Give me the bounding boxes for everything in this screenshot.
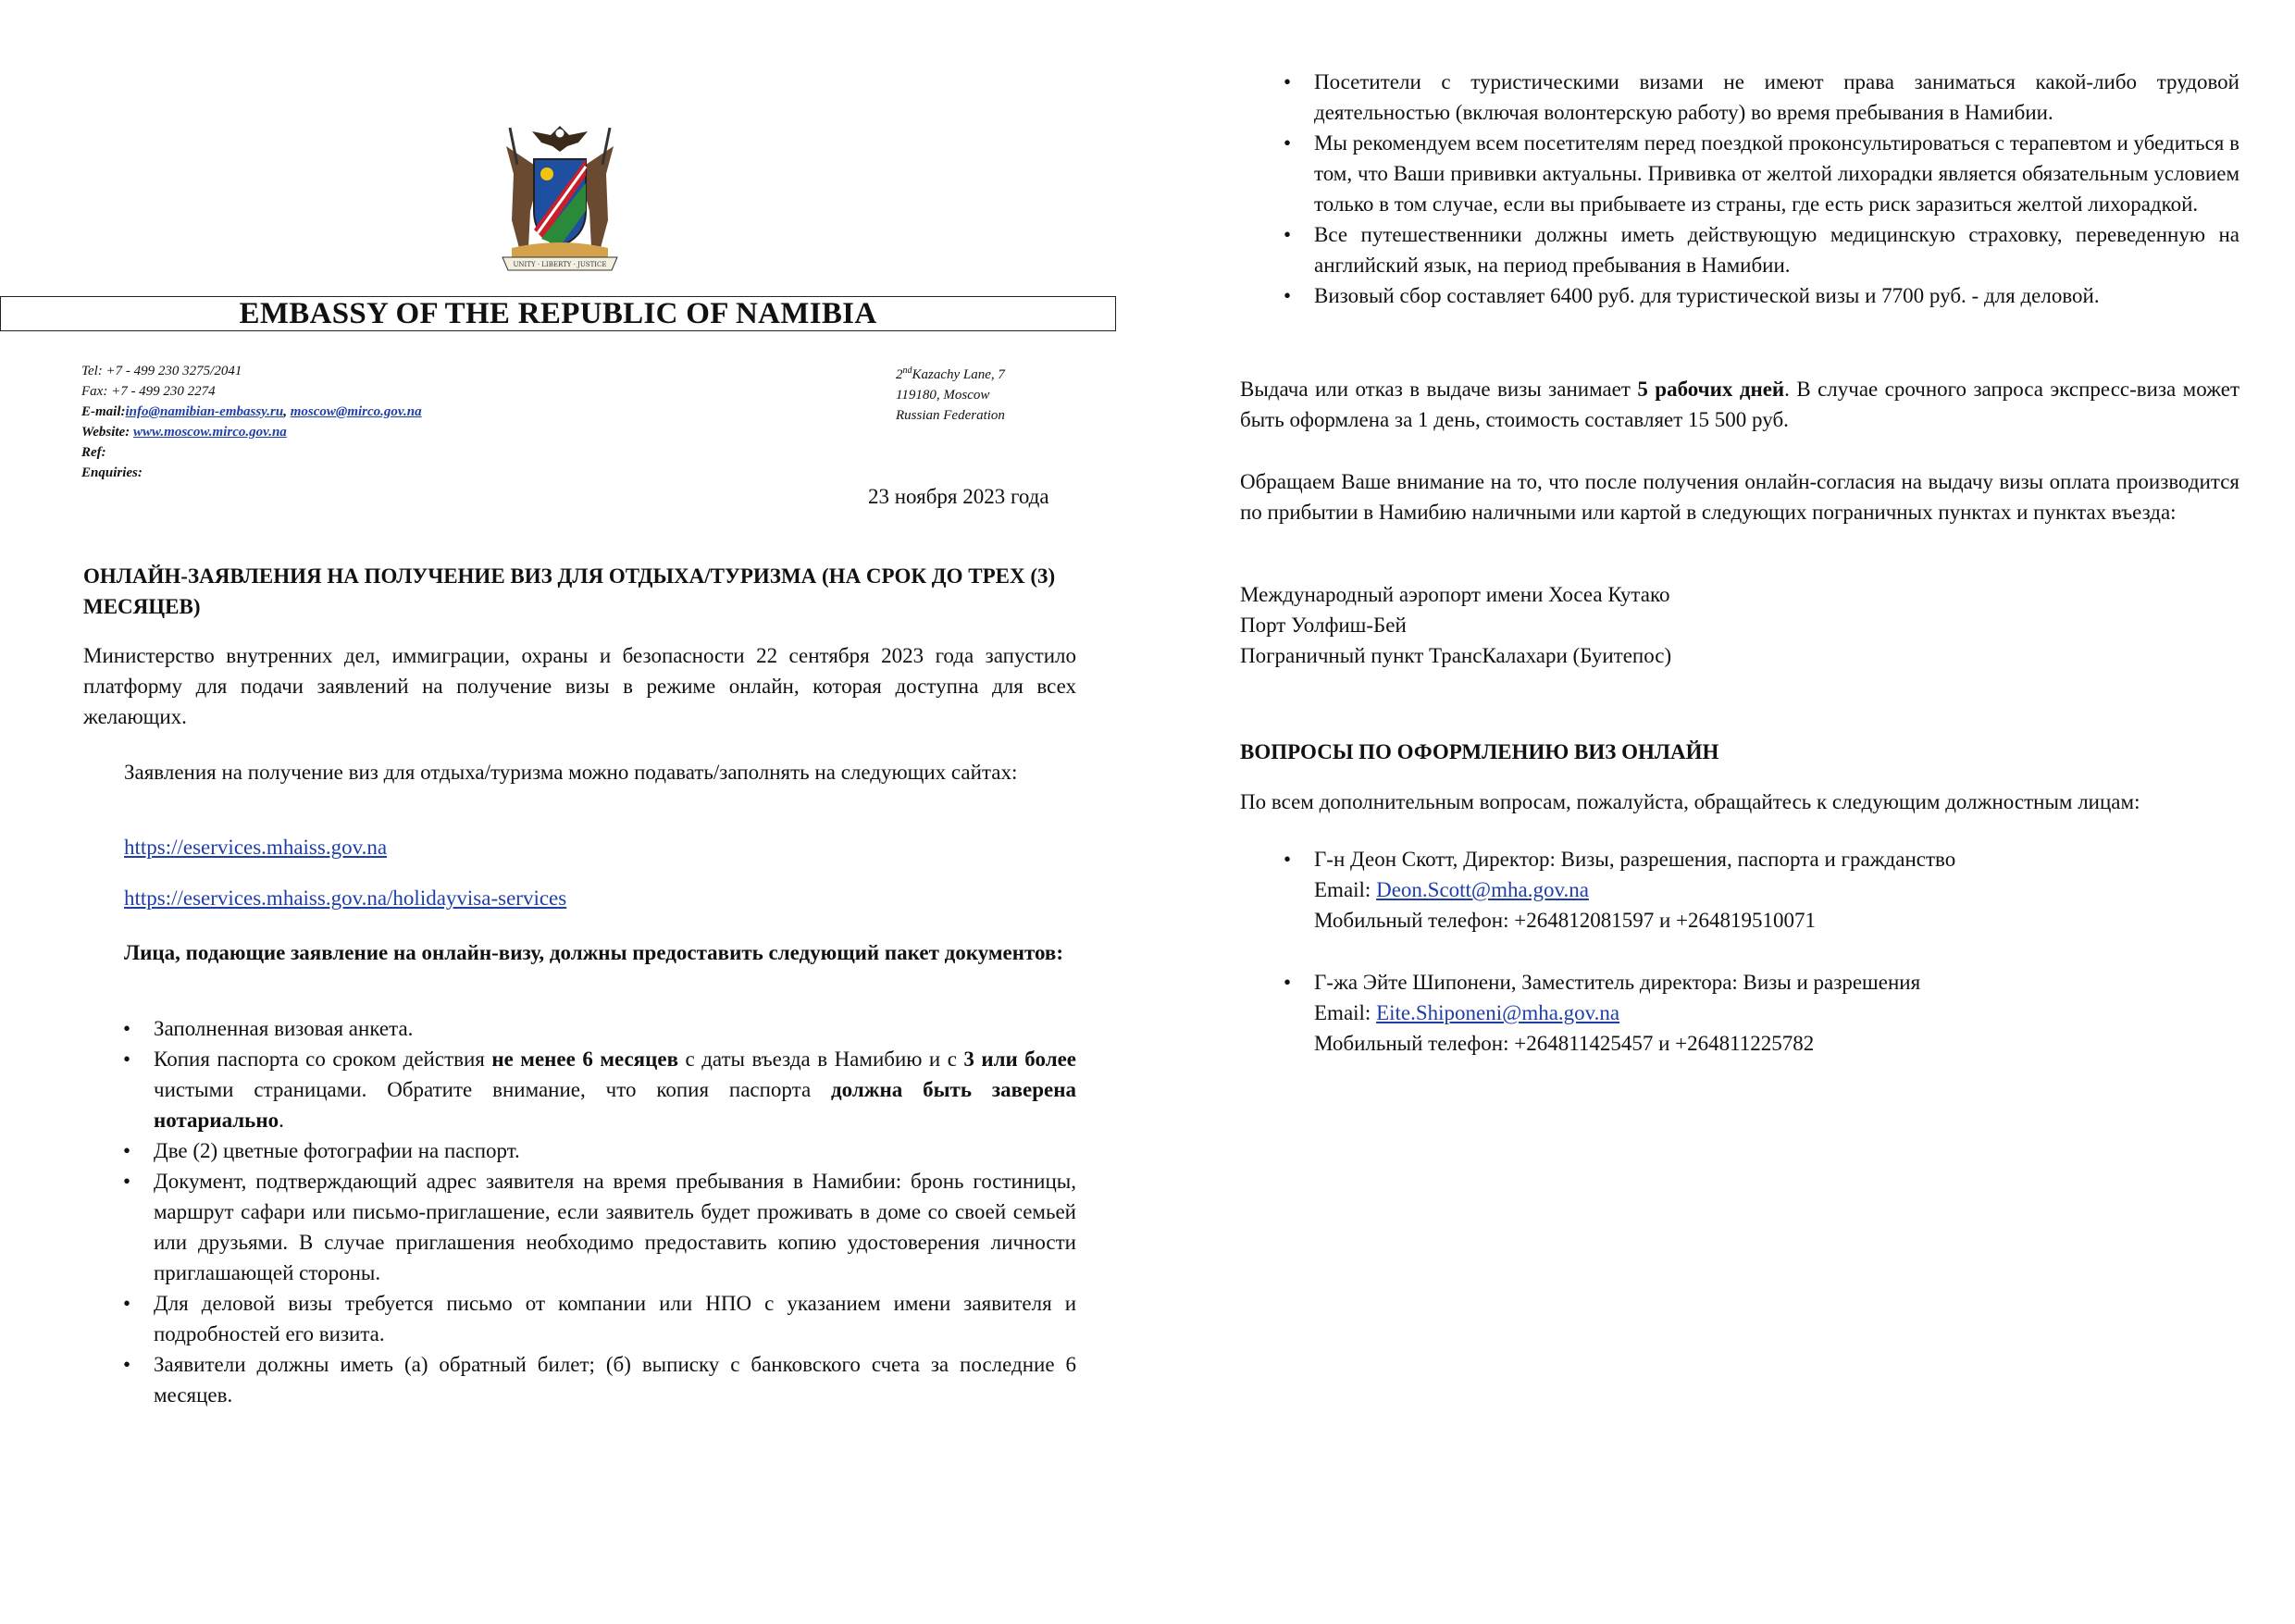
list-item (1284, 219, 2239, 280)
email-label: E-mail: (81, 404, 126, 419)
svg-text:UNITY · LIBERTY · JUSTICE: UNITY · LIBERTY · JUSTICE (513, 261, 607, 268)
address-street-line (896, 361, 1005, 385)
documents-heading: Лица, подающие заявление на онлайн-визу, должны предоставить следующий пакет документов: (124, 941, 1063, 964)
list-item-text: Мы рекомендуем всем посетителям перед поездкой проконсультироваться с терапевтом и убедиться в том, что Ваши прививки актуальны. Прививка от желтой лихорадки является обязательным условием только в том случае, если вы прибываете из страны, где есть риск заразиться желтой лихорадкой. (1314, 131, 2239, 216)
documents-list (123, 1013, 1077, 1410)
contact-person-shiponeni (1284, 967, 1921, 1059)
contact-name: Г-н Деон Скотт, Директор: Визы, разрешения, паспорта и гражданство (1314, 848, 1956, 871)
bullet-icon: • (123, 1048, 131, 1071)
entry-point-border: Пограничный пункт ТрансКалахари (Буитепос) (1240, 644, 1672, 667)
payment-paragraph: Обращаем Ваше внимание на то, что после получения онлайн-согласия на выдачу визы оплата производится по прибытии в Намибию наличными или картой в следующих пограничных пунктах и пунктах въезда: (1240, 470, 2239, 524)
list-item-text: Копия паспорта со сроком действия (154, 1048, 492, 1071)
bullet-icon: • (123, 1353, 131, 1376)
contact-block (81, 361, 422, 483)
list-item (123, 1044, 1077, 1135)
bullet-icon: • (123, 1139, 131, 1162)
bullet-icon: • (123, 1170, 131, 1193)
address-street: Kazachy Lane, 7 (912, 367, 1005, 382)
document-heading: ОНЛАЙН-ЗАЯВЛЕНИЯ НА ПОЛУЧЕНИЕ ВИЗ ДЛЯ ОТДЫХА/ТУРИЗМА (НА СРОК ДО ТРЕХ (3) МЕСЯЦЕВ) (83, 564, 1056, 618)
contact-email-line (1314, 998, 1920, 1028)
entry-point-port: Порт Уолфиш-Бей (1240, 614, 1407, 637)
list-item-text: чистыми страницами. Обратите внимание, что копия паспорта (154, 1078, 832, 1101)
list-item-text: с даты въезда в Намибию и с (678, 1048, 964, 1071)
questions-heading: ВОПРОСЫ ПО ОФОРМЛЕНИЮ ВИЗ ОНЛАЙН (1240, 740, 1719, 763)
list-item-text: Все путешественники должны иметь действующую медицинскую страховку, переведенную на английский язык, на период пребывания в Намибии. (1314, 223, 2239, 277)
bullet-icon: • (123, 1017, 131, 1040)
questions-intro: По всем дополнительным вопросам, пожалуйста, обращайтесь к следующим должностным лицам: (1240, 790, 2140, 813)
list-item-text: Заполненная визовая анкета. (154, 1017, 414, 1040)
bullet-icon: • (1284, 70, 1292, 93)
list-item-text: Заявители должны иметь (а) обратный билет; (б) выписку с банковского счета за последние 6 месяцев. (154, 1353, 1076, 1407)
processing-text: Выдача или отказ в выдаче визы занимает (1240, 378, 1638, 401)
address-block (896, 361, 1005, 426)
namibia-coat-of-arms-icon (486, 118, 634, 274)
website-label: Website: (81, 425, 130, 440)
visitor-notes-list (1284, 67, 2239, 311)
list-item (123, 1166, 1076, 1288)
apply-paragraph: Заявления на получение виз для отдыха/туризма можно подавать/заполнять на следующих сайтах: (124, 761, 1018, 784)
email-separator: , (283, 404, 287, 419)
bullet-icon: • (1284, 848, 1292, 871)
list-item (123, 1288, 1076, 1349)
entry-point-airport: Международный аэропорт имени Хосеа Кутако (1240, 583, 1670, 606)
address-city: 119180, Moscow (896, 388, 990, 403)
fax-line: Fax: +7 - 499 230 2274 (81, 384, 216, 399)
list-item-bold: не менее 6 месяцев (491, 1048, 679, 1071)
contact-email-line (1314, 874, 1955, 905)
contact-email-link[interactable]: Deon.Scott@mha.gov.na (1376, 878, 1589, 901)
bullet-icon: • (1284, 131, 1292, 155)
list-item (123, 1013, 1076, 1044)
list-item (1284, 128, 2239, 219)
website-link[interactable]: www.moscow.mirco.gov.na (132, 425, 287, 440)
ref-label: Ref: (81, 445, 106, 460)
bullet-icon: • (1284, 284, 1292, 307)
website-line (81, 422, 422, 442)
list-item-text: Документ, подтверждающий адрес заявителя на время пребывания в Намибии: бронь гостиницы, маршрут сафари или письмо-приглашение, если заявитель будет проживать в доме со своей семьей или друзьями. В случае приглашения необходимо предоставить копию удостоверения личности приглашающей стороны. (154, 1170, 1076, 1284)
address-suffix: nd (902, 366, 912, 376)
contact-phone: Мобильный телефон: +264811425457 и +264811225782 (1314, 1032, 1815, 1055)
contact-email-label: Email: (1314, 1001, 1377, 1024)
list-item-text: Посетители с туристическими визами не имеют права заниматься какой-либо трудовой деятельностью (включая волонтерскую работу) во время пребывания в Намибии. (1314, 70, 2239, 124)
holidayvisa-link[interactable]: https://eservices.mhaiss.gov.na/holidayvisa-services (124, 886, 567, 910)
address-country: Russian Federation (896, 408, 1005, 423)
bullet-icon: • (123, 1292, 131, 1315)
list-item (1284, 67, 2239, 128)
email-line (81, 402, 422, 422)
embassy-title-box (0, 296, 1116, 331)
tel-line: Tel: +7 - 499 230 3275/2041 (81, 364, 242, 378)
list-item-text: Визовый сбор составляет 6400 руб. для туристической визы и 7700 руб. - для деловой. (1314, 284, 2100, 307)
email-link-moscow[interactable]: moscow@mirco.gov.na (290, 404, 422, 419)
list-item-text: Для деловой визы требуется письмо от компании или НПО с указанием имени заявителя и подробностей его визита. (154, 1292, 1076, 1345)
processing-paragraph (1240, 374, 2239, 435)
address-number: 2 (896, 367, 903, 382)
letter-date: 23 ноября 2023 года (868, 485, 1049, 508)
contact-person-scott (1284, 844, 1956, 936)
contact-name: Г-жа Эйте Шипонени, Заместитель директора: Визы и разрешения (1314, 971, 1921, 994)
contact-phone: Мобильный телефон: +264812081597 и +264819510071 (1314, 909, 1817, 932)
processing-days: 5 рабочих дней (1637, 378, 1785, 401)
list-item-text: . (279, 1109, 284, 1132)
enquiries-label: Enquiries: (81, 465, 143, 480)
bullet-icon: • (1284, 971, 1292, 994)
contact-email-link[interactable]: Eite.Shiponeni@mha.gov.na (1376, 1001, 1620, 1024)
contact-email-label: Email: (1314, 878, 1377, 901)
processing-text: . В случае срочного запроса экспресс-виза может быть оформлена за 1 день, стоимость составляет 15 500 руб. (1240, 378, 2239, 431)
embassy-title: EMBASSY OF THE REPUBLIC OF NAMIBIA (239, 296, 877, 330)
list-item (123, 1135, 1076, 1166)
list-item-text: Две (2) цветные фотографии на паспорт. (154, 1139, 520, 1162)
list-item-bold: 3 или более (963, 1048, 1077, 1071)
intro-paragraph: Министерство внутренних дел, иммиграции, охраны и безопасности 22 сентября 2023 года запустило платформу для подачи заявлений на получение визы в режиме онлайн, которая доступна для всех желающих. (83, 644, 1076, 728)
email-link-info[interactable]: info@namibian-embassy.ru (125, 404, 284, 419)
list-item (1284, 280, 2239, 311)
eservices-link[interactable]: https://eservices.mhaiss.gov.na (124, 836, 388, 859)
bullet-icon: • (1284, 223, 1292, 246)
list-item (123, 1349, 1076, 1410)
list-item-bold: должна быть заверена нотариально (154, 1078, 1076, 1132)
